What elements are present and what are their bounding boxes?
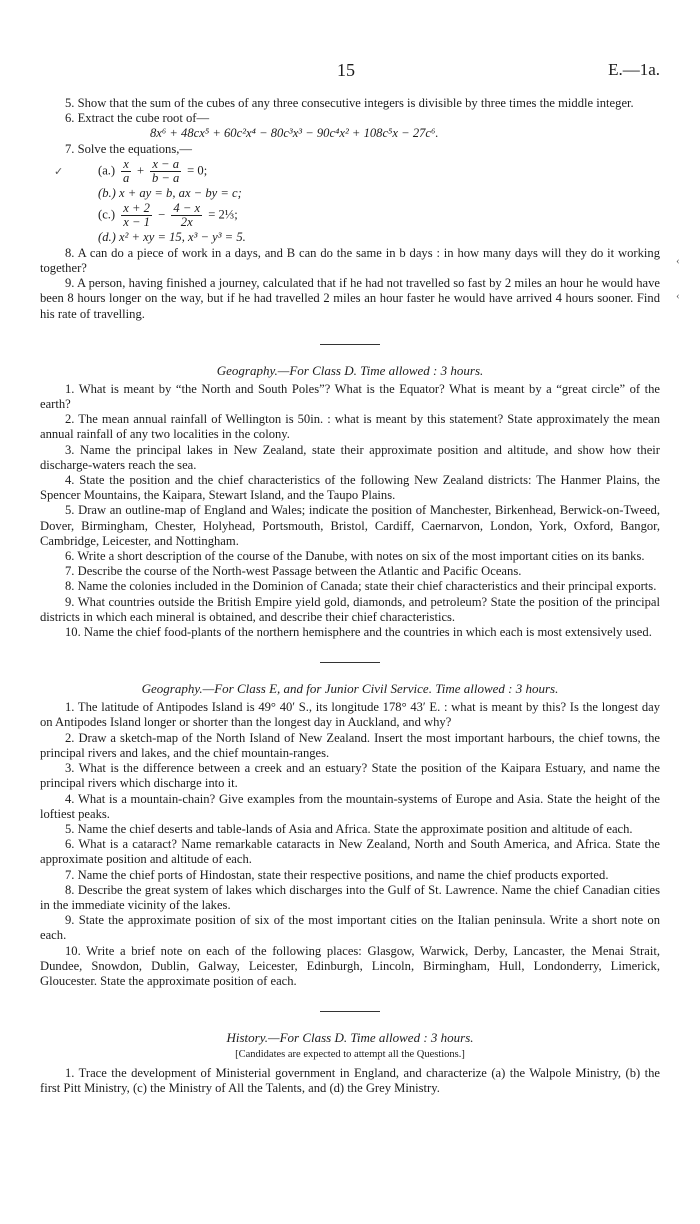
question: 3. Name the principal lakes in New Zealand, state their approximate position and altitude, and show how their discharge-waters reach the sea.	[40, 442, 660, 472]
geography-class-e-questions	[40, 700, 660, 989]
history-class-d-title: History.—For Class D. Time allowed : 3 hours.	[226, 1030, 474, 1046]
page-content	[40, 96, 660, 1097]
equation-a: (a.) $\frac{x}{a}$ + $\frac{x - a}{b - a}$ = 0;	[98, 156, 208, 185]
geography-class-e-title: Geography.—For Class E, and for Junior Civil Service. Time allowed : 3 hours.	[141, 681, 559, 697]
section-divider	[320, 344, 380, 345]
geography-class-d-title: Geography.—For Class D. Time allowed : 3 hours.	[216, 362, 484, 378]
question: 9. What countries outside the British Empire yield gold, diamonds, and petroleum? State the position of the principal districts in which each mineral is obtained, and describe their chief characteristics.	[40, 594, 660, 624]
algebra-question-6: 6. Extract the cube root of—	[65, 111, 210, 126]
question: 7. Describe the course of the North-west Passage between the Atlantic and Pacific Oceans.	[65, 564, 522, 579]
question: 9. State the approximate position of six of the most important cities on the Italian peninsula. Write a short note on each.	[40, 913, 660, 943]
equation-d: (d.) x² + xy = 15, x³ − y³ = 5.	[98, 229, 246, 244]
geography-class-d-questions	[40, 382, 660, 640]
margin-tick-mark: ‹	[676, 290, 680, 302]
fraction-c-1	[121, 202, 152, 229]
section-divider	[320, 662, 380, 663]
question: 1. What is meant by “the North and South Poles”? What is the Equator? What is meant by a “great circle” of the earth?	[40, 381, 660, 412]
equation-c-label: (c.)	[98, 207, 116, 222]
fraction-c-2-numerator: 4 − x	[173, 200, 201, 215]
margin-tick-mark: ‹	[676, 255, 680, 267]
question: 2. Draw a sketch-map of the North Island of New Zealand. Insert the most important harbours, the chief towns, the principal rivers and lakes, and the chief mountain-ranges.	[40, 730, 660, 760]
fraction-a-1-denominator: a	[122, 170, 130, 185]
question: 8. Describe the great system of lakes which discharges into the Gulf of St. Lawrence. Name the chief Canadian cities in the immediate vicinity of the lakes.	[40, 882, 660, 912]
page-header	[0, 60, 700, 84]
algebra-question-7: 7. Solve the equations,—	[65, 141, 192, 156]
fraction-a-2-numerator: x − a	[152, 156, 179, 171]
history-instructions-note: [Candidates are expected to attempt all the Questions.]	[235, 1049, 465, 1061]
fraction-c-2	[171, 202, 202, 229]
question: 5. Draw an outline-map of England and Wales; indicate the position of Manchester, Birkenhead, Berwick-on-Tweed, Dover, Birmingham, Chester, Holyhead, Portsmouth, Bristol, Cardiff, Caernarvon, London, York, Oxford, Bangor, Cambridge, Leicester, and Nottingham.	[40, 503, 660, 548]
algebra-question-9: 9. A person, having finished a journey, calculated that if he had not travelled so fast by 2 miles an hour he would have been 8 hours longer on the way, but if he had travelled 2 miles an hour faster he would have arrived 4 hours sooner. Find his rate of travelling.	[40, 276, 660, 321]
question: 1. Trace the development of Ministerial government in England, and characterize (a) the Walpole Ministry, (b) the first Pitt Ministry, (c) the Ministry of All the Talents, and (d) the Grey Ministry.	[40, 1066, 660, 1096]
question: 10. Name the chief food-plants of the northern hemisphere and the countries in which each is most extensively used.	[65, 625, 652, 640]
algebra-question-5: 5. Show that the sum of the cubes of any three consecutive integers is divisible by three times the middle integer.	[65, 96, 634, 110]
margin-tick-mark: ✓	[54, 166, 64, 178]
equation-c: (c.) $\frac{x + 2}{x - 1}$ − $\frac{4 - x}{2x}$ = 2⅓;	[98, 200, 238, 229]
history-class-d-questions	[40, 1066, 660, 1096]
question: 7. Name the chief ports of Hindostan, state their respective positions, and name the chief products exported.	[65, 867, 609, 882]
question: 4. State the position and the chief characteristics of the following New Zealand districts: The Hanmer Plains, the Spencer Mountains, the Kaipara, Stewart Island, and the Taupo Plains.	[40, 473, 660, 503]
page-number: 15	[337, 60, 355, 80]
question: 4. What is a mountain-chain? Give examples from the mountain-systems of Europe and Asia. State the height of the loftiest peaks.	[40, 791, 660, 821]
fraction-a-2	[150, 158, 181, 185]
fraction-a-1	[121, 158, 131, 185]
fraction-a-1-numerator: x	[123, 156, 129, 171]
question: 2. The mean annual rainfall of Wellington is 50in. : what is meant by this statement? State approximately the mean annual rainfall of any two localities in the colony.	[40, 412, 660, 442]
algebra-question-8: 8. A can do a piece of work in a days, and B can do the same in b days : in how many days will they do it working together?	[40, 245, 660, 276]
question: 3. What is the difference between a creek and an estuary? State the position of the Kaipara Estuary, and name the principal rivers which discharge into it.	[40, 761, 660, 791]
equation-a-rhs: = 0;	[187, 163, 208, 178]
question: 10. Write a brief note on each of the following places: Glasgow, Warwick, Derby, Lancaster, the Menai Strait, Dundee, Snowdon, Dublin, Galway, Leicester, Edinburgh, Lincoln, Birmingham, Hull, Londonderry, Limerick, Gloucester. State the approximate position of each.	[40, 943, 660, 988]
cube-root-expression: 8x⁶ + 48cx⁵ + 60c²x⁴ − 80c³x³ − 90c⁴x² + 108c⁵x − 27c⁶.	[150, 126, 439, 141]
question: 8. Name the colonies included in the Dominion of Canada; state their chief characteristics and their principal exports.	[65, 579, 657, 594]
question: 6. Write a short description of the course of the Danube, with notes on six of the most important cities on its banks.	[65, 549, 645, 564]
equation-a-label: (a.)	[98, 163, 116, 178]
section-divider	[320, 1011, 380, 1012]
fraction-c-1-numerator: x + 2	[123, 200, 150, 215]
equation-b: (b.) x + ay = b, ax − by = c;	[98, 185, 242, 200]
fraction-a-2-denominator: b − a	[151, 170, 180, 185]
fraction-c-2-denominator: 2x	[180, 214, 193, 229]
document-reference: E.—1a.	[608, 60, 660, 79]
question: 1. The latitude of Antipodes Island is 49° 40′ S., its longitude 178° 43′ E. : what is meant by this? Is the longest day on Antipodes Island longer or shorter than the longest day in Auckland, and why?	[40, 700, 660, 730]
equation-c-rhs: = 2⅓;	[208, 207, 238, 222]
question: 6. What is a cataract? Name remarkable cataracts in New Zealand, North and South America, and Africa. State the approximate position and altitude of each.	[40, 837, 660, 867]
fraction-c-1-denominator: x − 1	[123, 214, 150, 229]
question: 5. Name the chief deserts and table-lands of Asia and Africa. State the approximate position and altitude of each.	[65, 821, 633, 836]
